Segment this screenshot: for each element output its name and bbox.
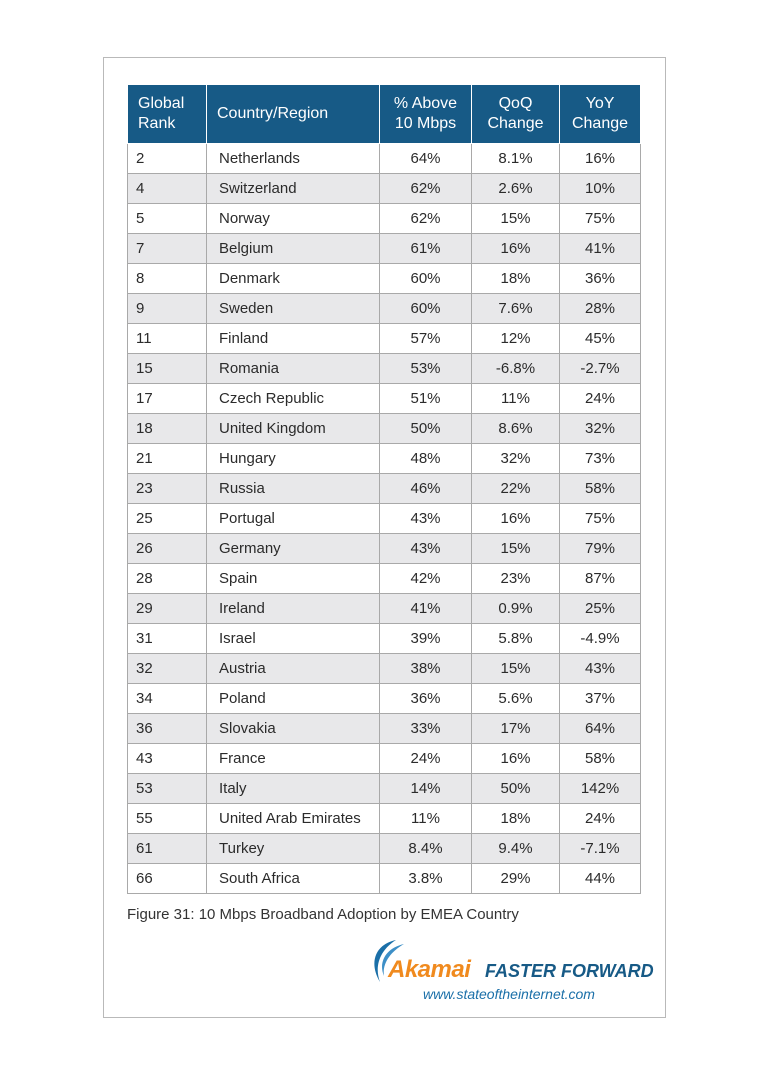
cell-country: Poland [207,684,380,714]
cell-percent-above: 11% [380,804,472,834]
cell-percent-above: 24% [380,744,472,774]
akamai-brand-name: Akamai [388,956,471,983]
cell-qoq-change: 16% [472,744,560,774]
cell-percent-above: 36% [380,684,472,714]
cell-percent-above: 33% [380,714,472,744]
table-row [128,264,641,294]
table-row [128,354,641,384]
cell-global-rank: 15 [128,354,207,384]
cell-qoq-change: 17% [472,714,560,744]
cell-percent-above: 50% [380,414,472,444]
cell-qoq-change: 8.6% [472,414,560,444]
cell-percent-above: 41% [380,594,472,624]
cell-qoq-change: 7.6% [472,294,560,324]
cell-global-rank: 43 [128,744,207,774]
cell-percent-above: 60% [380,264,472,294]
cell-yoy-change: 41% [560,234,641,264]
cell-percent-above: 48% [380,444,472,474]
table-row [128,804,641,834]
cell-country: Romania [207,354,380,384]
cell-country: Israel [207,624,380,654]
cell-qoq-change: 16% [472,504,560,534]
cell-country: Russia [207,474,380,504]
cell-percent-above: 53% [380,354,472,384]
table-row [128,174,641,204]
cell-qoq-change: 11% [472,384,560,414]
cell-yoy-change: 24% [560,384,641,414]
table-row [128,534,641,564]
table-row [128,324,641,354]
cell-country: South Africa [207,864,380,894]
header-qoq-change: QoQ Change [472,85,560,144]
cell-yoy-change: 75% [560,504,641,534]
cell-global-rank: 26 [128,534,207,564]
cell-global-rank: 21 [128,444,207,474]
cell-global-rank: 28 [128,564,207,594]
cell-qoq-change: 18% [472,804,560,834]
cell-yoy-change: 43% [560,654,641,684]
cell-country: Spain [207,564,380,594]
cell-country: Netherlands [207,144,380,174]
cell-global-rank: 4 [128,174,207,204]
cell-yoy-change: 32% [560,414,641,444]
cell-country: Turkey [207,834,380,864]
table-row [128,144,641,174]
cell-global-rank: 11 [128,324,207,354]
table-row [128,384,641,414]
cell-yoy-change: 25% [560,594,641,624]
cell-global-rank: 8 [128,264,207,294]
table-row [128,234,641,264]
cell-yoy-change: 64% [560,714,641,744]
cell-percent-above: 57% [380,324,472,354]
cell-global-rank: 9 [128,294,207,324]
cell-yoy-change: 37% [560,684,641,714]
cell-percent-above: 42% [380,564,472,594]
cell-percent-above: 62% [380,204,472,234]
cell-yoy-change: 44% [560,864,641,894]
cell-percent-above: 43% [380,534,472,564]
cell-country: Ireland [207,594,380,624]
cell-qoq-change: 12% [472,324,560,354]
table-row [128,444,641,474]
cell-global-rank: 66 [128,864,207,894]
cell-global-rank: 29 [128,594,207,624]
cell-global-rank: 34 [128,684,207,714]
cell-country: Denmark [207,264,380,294]
cell-global-rank: 55 [128,804,207,834]
cell-yoy-change: 45% [560,324,641,354]
cell-qoq-change: 2.6% [472,174,560,204]
broadband-adoption-table [127,84,641,894]
cell-country: Belgium [207,234,380,264]
cell-percent-above: 43% [380,504,472,534]
header-global-rank: Global Rank [128,85,207,144]
header-yoy-change: YoY Change [560,85,641,144]
cell-global-rank: 2 [128,144,207,174]
cell-percent-above: 39% [380,624,472,654]
cell-qoq-change: 23% [472,564,560,594]
cell-yoy-change: 24% [560,804,641,834]
cell-global-rank: 32 [128,654,207,684]
table-row [128,294,641,324]
table-row [128,834,641,864]
table-header-row [128,85,641,144]
cell-yoy-change: 10% [560,174,641,204]
cell-country: Switzerland [207,174,380,204]
figure-caption: Figure 31: 10 Mbps Broadband Adoption by EMEA Country [127,906,519,923]
cell-country: United Arab Emirates [207,804,380,834]
cell-qoq-change: 15% [472,654,560,684]
cell-qoq-change: 5.8% [472,624,560,654]
cell-qoq-change: 0.9% [472,594,560,624]
table-row [128,414,641,444]
cell-country: Austria [207,654,380,684]
cell-global-rank: 36 [128,714,207,744]
cell-global-rank: 5 [128,204,207,234]
cell-country: Finland [207,324,380,354]
cell-qoq-change: 15% [472,204,560,234]
cell-qoq-change: 22% [472,474,560,504]
cell-qoq-change: 50% [472,774,560,804]
cell-country: Germany [207,534,380,564]
cell-country: Sweden [207,294,380,324]
table-row [128,684,641,714]
cell-qoq-change: 18% [472,264,560,294]
cell-yoy-change: -4.9% [560,624,641,654]
cell-percent-above: 46% [380,474,472,504]
cell-global-rank: 23 [128,474,207,504]
cell-country: Hungary [207,444,380,474]
cell-qoq-change: 8.1% [472,144,560,174]
cell-percent-above: 62% [380,174,472,204]
cell-percent-above: 60% [380,294,472,324]
cell-country: Slovakia [207,714,380,744]
akamai-tagline: FASTER FORWARD [485,961,654,981]
akamai-logo [366,936,654,1006]
cell-percent-above: 64% [380,144,472,174]
table-row [128,624,641,654]
cell-yoy-change: -7.1% [560,834,641,864]
table-row [128,744,641,774]
table-row [128,474,641,504]
cell-yoy-change: 58% [560,744,641,774]
cell-qoq-change: -6.8% [472,354,560,384]
cell-percent-above: 14% [380,774,472,804]
header-country-region: Country/Region [207,85,380,144]
cell-percent-above: 8.4% [380,834,472,864]
cell-qoq-change: 32% [472,444,560,474]
table-row [128,774,641,804]
cell-qoq-change: 5.6% [472,684,560,714]
cell-yoy-change: 58% [560,474,641,504]
cell-qoq-change: 9.4% [472,834,560,864]
cell-global-rank: 18 [128,414,207,444]
cell-qoq-change: 15% [472,534,560,564]
table-row [128,504,641,534]
cell-percent-above: 61% [380,234,472,264]
table-row [128,864,641,894]
cell-yoy-change: 79% [560,534,641,564]
cell-qoq-change: 29% [472,864,560,894]
state-of-internet-url: www.stateoftheinternet.com [423,986,595,1002]
cell-yoy-change: 73% [560,444,641,474]
cell-global-rank: 61 [128,834,207,864]
header-percent-above-10mbps: % Above 10 Mbps [380,85,472,144]
table-row [128,714,641,744]
table-row [128,654,641,684]
cell-global-rank: 31 [128,624,207,654]
cell-yoy-change: 142% [560,774,641,804]
cell-yoy-change: 36% [560,264,641,294]
table-body [128,144,641,894]
cell-global-rank: 17 [128,384,207,414]
table-row [128,564,641,594]
cell-country: Norway [207,204,380,234]
cell-yoy-change: 28% [560,294,641,324]
cell-yoy-change: -2.7% [560,354,641,384]
cell-yoy-change: 16% [560,144,641,174]
table-row [128,204,641,234]
cell-yoy-change: 75% [560,204,641,234]
cell-percent-above: 51% [380,384,472,414]
cell-yoy-change: 87% [560,564,641,594]
cell-percent-above: 38% [380,654,472,684]
cell-global-rank: 53 [128,774,207,804]
table-row [128,594,641,624]
cell-qoq-change: 16% [472,234,560,264]
cell-country: Portugal [207,504,380,534]
cell-global-rank: 7 [128,234,207,264]
cell-country: Czech Republic [207,384,380,414]
cell-country: United Kingdom [207,414,380,444]
cell-country: France [207,744,380,774]
cell-global-rank: 25 [128,504,207,534]
cell-percent-above: 3.8% [380,864,472,894]
cell-country: Italy [207,774,380,804]
